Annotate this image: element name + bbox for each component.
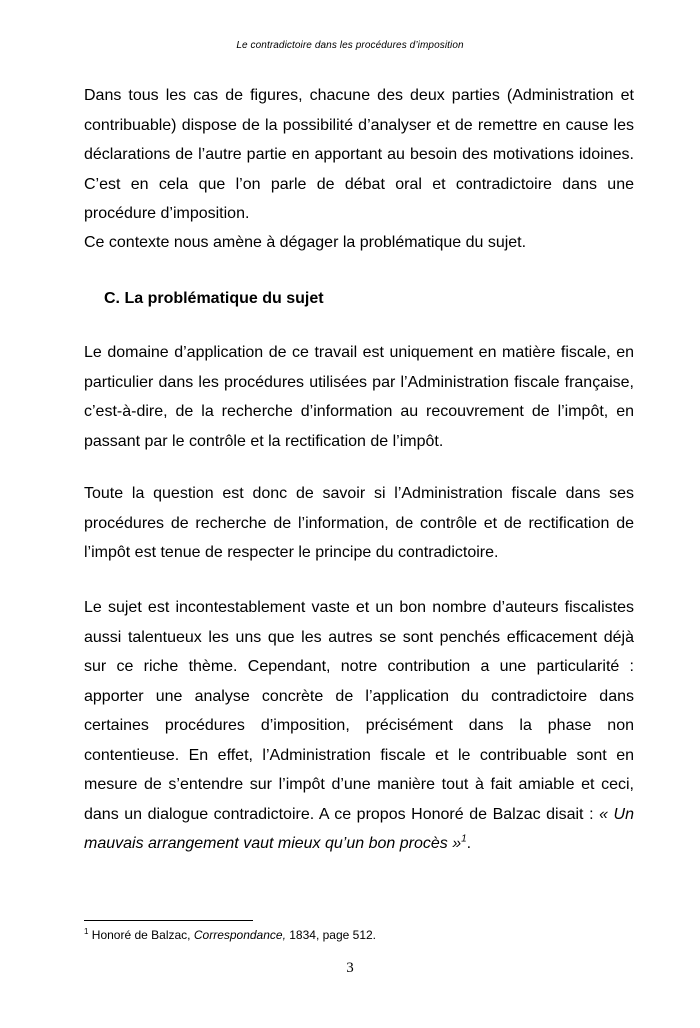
footnote-work: Correspondance, bbox=[193, 928, 286, 942]
footnote-separator bbox=[84, 920, 253, 921]
footnote-number: 1 bbox=[84, 927, 89, 936]
footnote bbox=[84, 927, 376, 943]
section-heading: C. La problématique du sujet bbox=[104, 290, 324, 307]
footnote-author: Honoré de Balzac, bbox=[88, 928, 194, 942]
running-header: Le contradictoire dans les procédures d’imposition bbox=[236, 40, 464, 51]
paragraph-scope: Le domaine d’application de ce travail est uniquement en matière fiscale, en particulier dans les procédures utilisées par l’Administration fiscale française, c’est-à-dire, de la recherche d’information au recouvrement de l’impôt, en passant par le contrôle et la rectification de l’impôt. bbox=[84, 344, 634, 450]
paragraph-debate: Dans tous les cas de figures, chacune des deux parties (Administration et contribuable) dispose de la possibilité d’analyser et de remettre en cause les déclarations de l’autre partie en apportant au besoin des motivations idoines. C’est en cela que l’on parle de débat oral et contradictoire dans une procédure d’imposition. bbox=[84, 87, 634, 222]
quote-end: . bbox=[466, 835, 472, 852]
paragraph-question: Toute la question est donc de savoir si l’Administration fiscale dans ses procédures de recherche de l’information, de contrôle et de rectification de l’impôt est tenue de respecter le principe du contradictoire. bbox=[84, 485, 634, 561]
paragraph-context: Ce contexte nous amène à dégager la problématique du sujet. bbox=[84, 234, 527, 251]
footnote-details: 1834, page 512. bbox=[285, 928, 377, 942]
paragraph-contribution-text: Le sujet est incontestablement vaste et un bon nombre d’auteurs fiscalistes aussi talentueux les uns que les autres se sont penchés efficacement déjà sur ce riche thème. Cependant, notre contribution a une particularité : apporter une analyse concrète de l’application du contradictoire dans certaines procédures d’imposition, précisément dans la phase non contentieuse. En effet, l’Administration fiscale et le contribuable sont en mesure de s’entendre sur l’impôt d’une manière tout à fait amiable et ceci, dans un dialogue contradictoire. A ce propos Honoré de Balzac disait : bbox=[84, 599, 634, 823]
page-number: 3 bbox=[346, 960, 354, 976]
paragraph-contribution bbox=[84, 593, 634, 859]
footnote-reference[interactable]: 1 bbox=[461, 833, 467, 845]
balzac-quote: « Un mauvais arrangement vaut mieux qu’un bon procès » bbox=[84, 805, 635, 852]
